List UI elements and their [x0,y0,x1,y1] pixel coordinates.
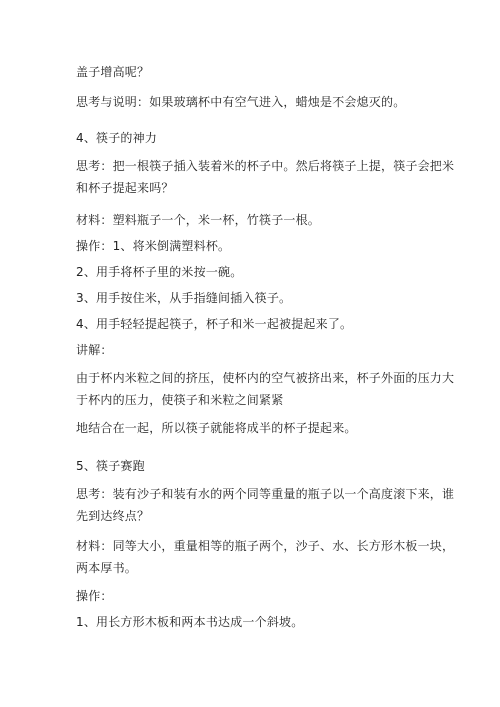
text-line-operation-4-step1: 操作：1、将米倒满塑料杯。 [76,239,231,253]
text-line-operation-5-label: 操作： [76,589,113,603]
text-line-explain-c: 地结合在一起，所以筷子就能将成半的杯子提起来。 [76,421,357,435]
text-line-think-5a: 思考：装有沙子和装有水的两个同等重量的瓶子以一个高度滚下来，谁 [76,487,455,501]
section-heading-5: 5、筷子赛跑 [76,459,145,473]
text-line-operation-4-step4: 4、用手轻轻提起筷子，杯子和米一起被提起来了。 [76,317,353,331]
text-line-operation-5-step1: 1、用长方形木板和两本书达成一个斜坡。 [76,615,304,629]
text-line-materials-4: 材料：塑料瓶子一个，米一杯，竹筷子一根。 [76,213,321,227]
text-line-explain-label: 讲解： [76,343,113,357]
section-heading-4: 4、筷子的神力 [76,131,158,145]
text-line-think-5b: 先到达终点？ [76,509,150,523]
text-line-think-4b: 和杯子提起来吗？ [76,181,174,195]
text-line-operation-4-step3: 3、用手按住米，从手指缝间插入筷子。 [76,291,292,305]
text-line-think-4a: 思考：把一根筷子插入装着米的杯子中。然后将筷子上提，筷子会把米 [76,159,455,173]
text-line-materials-5a: 材料：同等大小，重量相等的瓶子两个，沙子、水、长方形木板一块， [76,539,455,553]
text-line-materials-5b: 两本厚书。 [76,561,138,575]
text-line-operation-4-step2: 2、用手将杯子里的米按一碗。 [76,265,243,279]
text-line-explanation: 思考与说明：如果玻璃杯中有空气进入，蜡烛是不会熄灭的。 [76,95,406,109]
text-line-explain-b: 于杯内的压力，使筷子和米粒之间紧紧 [76,393,284,407]
text-line-explain-a: 由于杯内米粒之间的挤压，使杯内的空气被挤出来，杯子外面的压力大 [76,371,455,385]
text-line-intro-end: 盖子增高呢？ [76,65,150,79]
